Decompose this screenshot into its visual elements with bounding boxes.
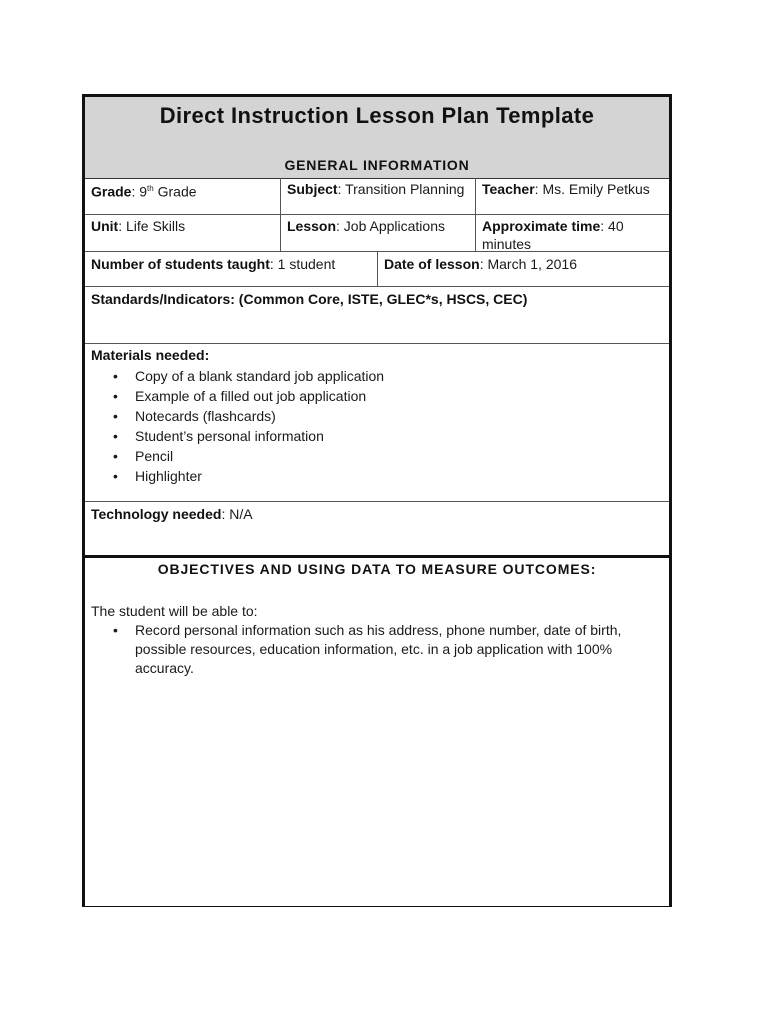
lesson-plan-document [82,94,672,907]
document-title: Direct Instruction Lesson Plan Template [159,103,595,128]
num-students-value: : 1 student [269,256,336,272]
date-value: : March 1, 2016 [479,256,577,272]
materials-label: Materials needed: [91,347,210,363]
subject-cell [280,178,475,214]
grade-superscript: th [147,184,154,193]
list-item: • Example of a filled out job application [91,386,663,406]
header-band [85,97,669,179]
subject-label: Subject [287,181,338,197]
standards-label: Standards/Indicators: (Common Core, ISTE, GLEC*s, HSCS, CEC) [91,291,528,307]
objectives-list [91,621,665,678]
teacher-cell [475,178,669,214]
list-item: • Record personal information such as his address, phone number, date of birth, possible resources, education information, etc. in a job application with 100% accuracy. [91,621,665,678]
grade-value-prefix: : 9 [131,183,148,200]
technology-label: Technology needed [91,506,222,522]
approx-time-label: Approximate time [482,218,601,234]
grade-label: Grade [91,183,132,200]
standards-cell [85,287,669,343]
objectives-body [91,602,665,678]
lesson-label: Lesson [287,218,337,234]
subject-value: : Transition Planning [337,181,465,197]
row-standards [85,287,669,344]
unit-cell [85,215,280,251]
list-item: • Notecards (flashcards) [91,406,663,426]
grade-cell [85,178,280,214]
technology-cell [85,502,669,556]
row-technology [85,502,669,556]
list-item: • Student’s personal information [91,426,663,446]
list-item: • Pencil [91,446,663,466]
list-item: • Highlighter [91,466,663,486]
unit-value: : Life Skills [118,218,186,234]
date-label: Date of lesson [384,256,480,272]
materials-list [91,366,663,486]
objectives-intro: The student will be able to: [91,603,258,619]
general-information-heading: GENERAL INFORMATION [284,157,470,173]
date-cell [377,252,669,286]
row-students-date [85,252,669,287]
row-materials [85,344,669,502]
grade-value-suffix: Grade [153,183,197,200]
num-students-cell [85,252,377,286]
lesson-cell [280,215,475,251]
technology-value: : N/A [221,506,253,522]
section-divider [85,555,669,558]
lesson-value: : Job Applications [336,218,445,234]
teacher-value: : Ms. Emily Petkus [534,181,650,197]
list-item: • Copy of a blank standard job application [91,366,663,386]
materials-cell [85,344,669,501]
row-grade-subject-teacher [85,178,669,215]
objectives-heading: OBJECTIVES AND USING DATA TO MEASURE OUTCOMES: [157,561,597,577]
unit-label: Unit [91,218,119,234]
teacher-label: Teacher [482,181,535,197]
approx-time-value: : 40 minutes [482,218,624,252]
num-students-label: Number of students taught [91,256,270,272]
row-unit-lesson-time [85,215,669,252]
approx-time-cell [475,215,669,251]
